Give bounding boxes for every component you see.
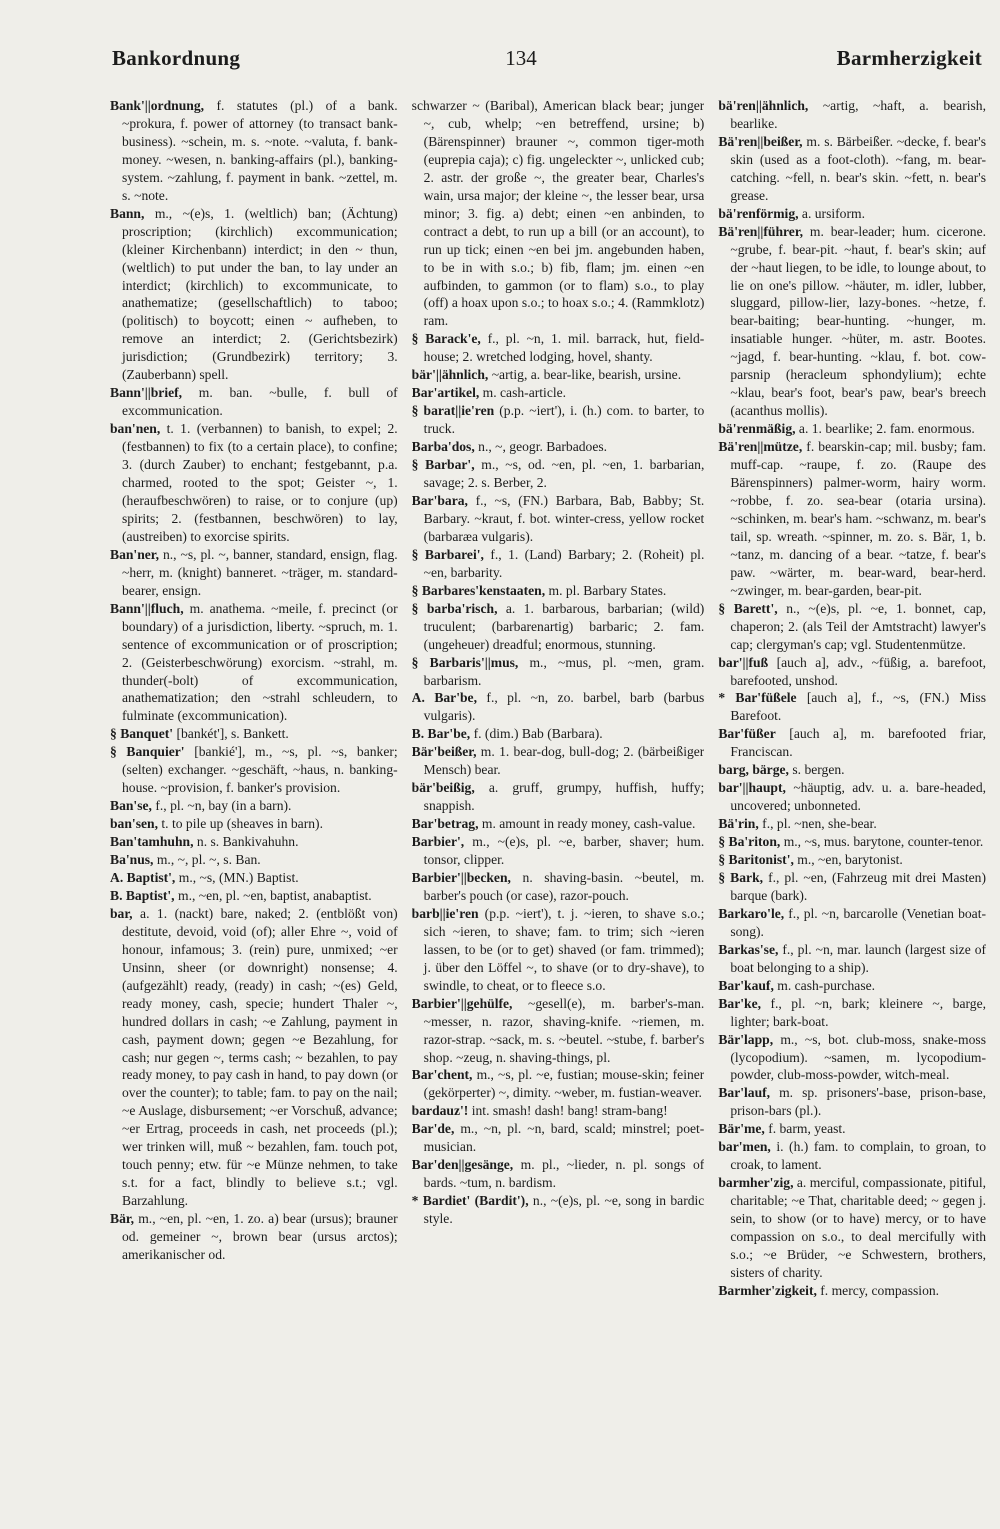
entry-headword: bar'||fuß bbox=[718, 654, 769, 670]
dictionary-entry bbox=[412, 384, 705, 402]
entry-headword: Bä'ren||beißer, bbox=[718, 133, 803, 149]
dictionary-entry bbox=[718, 97, 986, 133]
entry-definition: n. shaving-basin. ~beutel, m. barber's pouch (or case), razor-pouch. bbox=[423, 869, 705, 903]
entry-headword: Bar'füßer bbox=[718, 726, 776, 742]
dictionary-entry bbox=[718, 725, 986, 761]
entry-headword: § barat||ie'ren bbox=[411, 403, 495, 419]
entry-headword: Bä'ren||mütze, bbox=[718, 439, 803, 455]
entry-definition: m. pl., ~lieder, n. pl. songs of bards. ~tum, n. bardism. bbox=[423, 1157, 705, 1191]
column-1 bbox=[110, 97, 398, 1507]
entry-definition: t. 1. (verbannen) to banish, to expel; 2. (festbannen) to fix (to a certain place), to confine; 3. (durch Zauber) to enchant; festgebannt, p.a. charmed, rooted to the spot; Geister ~, 1. (heraufbeschwören) to raise, or to conjure (up) spirits; 2. (festbannen, beschwören) to lay, (austreiben) to exorcise spirits. bbox=[122, 421, 398, 544]
dictionary-entry bbox=[110, 205, 398, 385]
entry-headword: § Banquet' bbox=[110, 726, 174, 742]
dictionary-entry bbox=[412, 600, 705, 654]
entry-headword: Ba'nus, bbox=[110, 852, 154, 868]
header-last-word: Barmherzigkeit bbox=[836, 46, 982, 70]
entry-headword: Barkaro'le, bbox=[718, 905, 785, 921]
dictionary-entry bbox=[412, 869, 705, 905]
page-number: 134 bbox=[505, 46, 537, 70]
entry-definition: f., pl. ~n, bay (in a barn). bbox=[155, 798, 292, 814]
entry-definition: m., ~en, pl. ~en, 1. zo. a) bear (ursus); brauner od. gemeiner ~, brown bear (ursus arctos); amerikanischer od. bbox=[122, 1211, 398, 1262]
dictionary-entry bbox=[718, 815, 986, 833]
entry-headword: A. Bar'be, bbox=[411, 690, 477, 706]
entry-definition: f. bearskin-cap; mil. busby; fam. muff-cap. ~raupe, f. zo. (Raupe des Bärenspinners) palmer-worm, hairy worm. ~robbe, f. zo. sea-bear (otaria ursina). ~schinken, m. bear's ham. ~schwanz, m. bear's tail, sp. wreath. ~spinner, m. zo. s. Bär, 1, b. ~tanz, m. dancing of a bear. ~tatze, f. bear's paw. ~wärter, m. bear-ward, bear-herd. ~zwinger, m. bear-garden, bear-pit. bbox=[730, 439, 987, 598]
entry-definition: (p.p. ~iert'), t. j. ~ieren, to shave s.o.; sich ~ieren, to shave; fam. to trim; sich ~ieren lassen, to be (or to get) shaved (or fam. trimmed); j. über den Löffel ~, to shave (or to dry-shave), to swindle, to cheat, or to fleece s.o. bbox=[423, 905, 705, 993]
dictionary-entry bbox=[718, 941, 986, 977]
entry-definition: m. anathema. ~meile, f. precinct (or boundary) of a jurisdiction, liberty. ~spruch, m. 1. sentence of excommunication or of proscription; 2. (Geisterbeschwörung) exorcism. ~strahl, m. thunder(-bolt) of excommunication, anathematization; den ~strahl schleudern, to fulminate (excommunication). bbox=[122, 600, 398, 724]
entry-headword: Barbier', bbox=[411, 834, 465, 850]
dictionary-entry bbox=[412, 743, 705, 779]
dictionary-entry bbox=[412, 725, 705, 743]
entry-headword: Bar'betrag, bbox=[411, 816, 479, 832]
entry-headword: Bar'artikel, bbox=[411, 385, 480, 401]
entry-headword: Bann'||brief, bbox=[110, 385, 183, 401]
entry-definition: n., ~(e)s, pl. ~e, 1. bonnet, cap, chaperon; 2. (als Teil der Amtstracht) lawyer's cap; clergyman's cap; vgl. Studentenmütze. bbox=[730, 600, 987, 652]
entry-headword: bär'beißig, bbox=[411, 780, 475, 796]
entry-headword: B. Baptist', bbox=[110, 887, 175, 903]
entry-definition: m., ~s, (MN.) Baptist. bbox=[178, 869, 299, 885]
entry-definition: m., ~en, barytonist. bbox=[797, 852, 903, 868]
entry-headword: Ban'tamhuhn, bbox=[110, 834, 194, 850]
entry-definition: int. smash! dash! bang! stram-bang! bbox=[471, 1103, 668, 1119]
entry-headword: § barba'risch, bbox=[411, 600, 498, 616]
entry-definition: m. bear-leader; hum. cicerone. ~grube, f. bear-pit. ~haut, f. bear's skin; auf der ~haut liegen, to be idle, to lounge about, to lie on one's pillow. ~häuter, m. idler, lubber, sluggard, pillow-lier, lazy-bones. ~hetze, f. bear-baiting; bear-hunting. ~hunger, m. insatiable hunger. ~hüter, m. astr. Bootes. ~jagd, f. bear-hunting. ~klau, f. bot. cow-parsnip (heracleum sphondylium); echte ~klau, bear's foot, bear's paw, bear's breech (acanthus mollis). bbox=[730, 223, 987, 419]
entry-headword: barb||ie'ren bbox=[411, 905, 479, 921]
entry-headword: bar, bbox=[110, 905, 133, 921]
header-first-word: Bankordnung bbox=[112, 46, 241, 70]
dictionary-entry bbox=[110, 869, 398, 887]
dictionary-entry bbox=[110, 600, 398, 726]
dictionary-entry bbox=[718, 654, 986, 690]
entry-definition: m., ~(e)s, 1. (weltlich) ban; (Ächtung) proscription; (kirchlich) excommunication; (kleiner Kirchenbann) interdict; in den ~ thun, (weltlich) to put under the ban, to lay under an interdict; (kirchlich) to excommunicate, to anathematize; (gesellschaftlich) to taboo; (politisch) to boycott; einen ~ aufheben, to remove an interdict; 2. (Gerichtsbezirk) jurisdiction; (Grundbezirk) territory; 3. (Zauberbann) spell. bbox=[122, 205, 398, 383]
dictionary-entry bbox=[412, 402, 705, 438]
entry-headword: § Barbares'kenstaaten, bbox=[411, 582, 546, 598]
dictionary-entry bbox=[110, 833, 398, 851]
dictionary-entry bbox=[412, 438, 705, 456]
entry-definition: f. statutes (pl.) of a bank. ~prokura, f. power of attorney (to transact bank-business). ~schein, m. s. ~note. ~valuta, f. bank-money. ~wesen, n. banking-affairs (pl.), banking-system. ~zahlung, f. payment in bank. ~zettel, m. s. ~note. bbox=[122, 98, 398, 203]
entry-definition: m., ~en, pl. ~en, baptist, anabaptist. bbox=[178, 887, 372, 903]
dictionary-entry bbox=[110, 851, 398, 869]
dictionary-entry bbox=[110, 384, 398, 420]
dictionary-entry bbox=[718, 1031, 986, 1085]
dictionary-entry bbox=[412, 456, 705, 492]
entry-headword: B. Bar'be, bbox=[411, 726, 471, 742]
entry-definition: f., pl. ~n, 1. mil. barrack, hut, field-house; 2. wretched lodging, hovel, shanty. bbox=[423, 331, 705, 365]
entry-headword: § Barbar', bbox=[411, 457, 475, 473]
entry-definition: m., ~(e)s, pl. ~e, barber, shaver; hum. tonsor, clipper. bbox=[423, 834, 705, 868]
entry-definition: ~gesell(e), m. barber's-man. ~messer, n. razor, shaving-knife. ~riemen, m. razor-strap. ~sack, m. s. ~beutel. ~stube, f. barber's shop. ~zeug, n. shaving-things, pl. bbox=[423, 995, 705, 1065]
entry-headword: ban'nen, bbox=[110, 421, 161, 437]
dictionary-entry bbox=[412, 833, 705, 869]
entry-definition: f., pl. ~n, zo. barbel, barb (barbus vulgaris). bbox=[423, 690, 705, 724]
dictionary-entry bbox=[110, 743, 398, 797]
entry-definition: m. cash-purchase. bbox=[777, 977, 876, 993]
entry-definition: m. sp. prisoners'-base, prison-base, prison-bars (pl.). bbox=[730, 1085, 987, 1119]
entry-headword: bar'men, bbox=[718, 1139, 771, 1155]
entry-definition: f., 1. (Land) Barbary; 2. (Roheit) pl. ~en, barbarity. bbox=[423, 546, 705, 580]
entry-headword: Bar'den||gesänge, bbox=[411, 1157, 514, 1173]
dictionary-entry bbox=[718, 833, 986, 851]
entry-definition: f. (dim.) Bab (Barbara). bbox=[473, 726, 603, 742]
entry-headword: Bar'kauf, bbox=[718, 977, 774, 993]
dictionary-entry bbox=[110, 797, 398, 815]
entry-headword: Bank'||ordnung, bbox=[110, 98, 205, 113]
dictionary-entry bbox=[412, 905, 705, 995]
entry-headword: Bär, bbox=[110, 1211, 135, 1227]
entry-headword: ban'sen, bbox=[110, 816, 158, 832]
entry-definition: n., ~s, pl. ~, banner, standard, ensign, flag. ~herr, m. (knight) banneret. ~träger, m. standard-bearer, ensign. bbox=[122, 546, 398, 598]
dictionary-entry bbox=[718, 761, 986, 779]
entry-headword: § Bark, bbox=[718, 869, 764, 885]
dictionary-entry bbox=[110, 887, 398, 905]
running-header bbox=[60, 44, 982, 84]
dictionary-entry bbox=[718, 1138, 986, 1174]
entry-definition: f., pl. ~n, barcarolle (Venetian boat-song). bbox=[730, 905, 986, 939]
dictionary-entry bbox=[718, 779, 986, 815]
entry-headword: Bann, bbox=[110, 205, 145, 221]
entry-headword: Bar'lauf, bbox=[718, 1085, 771, 1101]
entry-definition: i. (h.) fam. to complain, to groan, to croak, to lament. bbox=[730, 1139, 987, 1173]
dictionary-entry bbox=[718, 1174, 986, 1282]
dictionary-entry bbox=[718, 205, 986, 223]
entry-headword: bar'||haupt, bbox=[718, 780, 786, 796]
entry-headword: Barkas'se, bbox=[718, 941, 779, 957]
dictionary-entry bbox=[718, 1084, 986, 1120]
entry-definition: f., pl. ~n, mar. launch (largest size of boat belonging to a ship). bbox=[730, 941, 987, 975]
dictionary-entry bbox=[412, 689, 705, 725]
dictionary-entry bbox=[412, 654, 705, 690]
dictionary-entry bbox=[718, 977, 986, 995]
entry-headword: Barbier'||gehülfe, bbox=[411, 995, 513, 1011]
entry-definition: a. 1. barbarous, barbarian; (wild) truculent; (barbarenartig) barbaric; 2. fam. (ungeheuer) dreadful; enormous, stunning. bbox=[423, 600, 705, 652]
entry-headword: § Barack'e, bbox=[411, 331, 481, 347]
entry-headword: § Barbarei', bbox=[411, 546, 484, 562]
dictionary-entry bbox=[412, 815, 705, 833]
entry-definition: a. gruff, grumpy, huffish, huffy; snappish. bbox=[423, 780, 705, 814]
entry-definition: m. cash-article. bbox=[482, 385, 567, 401]
entry-headword: A. Baptist', bbox=[110, 869, 176, 885]
entry-definition: m., ~, pl. ~, s. Ban. bbox=[156, 852, 261, 868]
entry-headword: bä'ren||ähnlich, bbox=[718, 98, 809, 113]
entry-definition: schwarzer ~ (Baribal), American black bear; junger ~, cub, whelp; ~en betreffend, ursine; b) (Bärenspinner) brauner ~, common tiger-moth (euprepia caja); c) fig. ungeleckter ~, unlicked cub; 2. astr. der große ~, the greater bear, Charles's wain, ursa major; der kleine ~, the lesser bear, ursa minor; 3. fig. a) debt; einen ~en anbinden, to contract a debt, to run up a bill (or an account), to run up tick; einen ~en bei jm. angebunden haben, to be in with s.o.; b) fib, flam; jm. einen ~en aufbinden, to gammon (or to flam) s.o., to play (off) a hoax upon s.o.; to hoax s.o.; 4. (Rammklotz) ram. bbox=[411, 98, 705, 329]
dictionary-entry bbox=[110, 1210, 398, 1264]
dictionary-entry bbox=[412, 1102, 705, 1120]
dictionary-entry bbox=[110, 546, 398, 600]
entry-headword: Ban'se, bbox=[110, 798, 152, 814]
dictionary-entry bbox=[110, 905, 398, 1210]
dictionary-entry bbox=[718, 869, 986, 905]
dictionary-entry bbox=[718, 438, 986, 600]
entry-definition: n., ~, geogr. Barbadoes. bbox=[478, 439, 608, 455]
entry-headword: Ban'ner, bbox=[110, 546, 159, 562]
dictionary-entry bbox=[412, 1156, 705, 1192]
entry-headword: bardauz'! bbox=[411, 1103, 469, 1119]
entry-definition: f., pl. ~n, bark; kleinere ~, barge, lighter; bark-boat. bbox=[730, 995, 987, 1029]
entry-definition: m., ~s, od. ~en, pl. ~en, 1. barbarian, savage; 2. s. Berber, 2. bbox=[423, 457, 705, 491]
dictionary-entry bbox=[412, 1066, 705, 1102]
entry-definition: m. 1. bear-dog, bull-dog; 2. (bärbeißiger Mensch) bear. bbox=[423, 744, 705, 778]
entry-headword: Bär'me, bbox=[718, 1121, 765, 1137]
dictionary-entry bbox=[718, 905, 986, 941]
entry-definition: s. bergen. bbox=[792, 762, 845, 778]
dictionary-entry bbox=[718, 133, 986, 205]
entry-definition: t. to pile up (sheaves in barn). bbox=[161, 816, 323, 832]
dictionary-entry bbox=[412, 582, 705, 600]
dictionary-entry bbox=[718, 689, 986, 725]
entry-definition: m. amount in ready money, cash-value. bbox=[481, 816, 696, 832]
entry-headword: § Barett', bbox=[718, 600, 778, 616]
dictionary-entry bbox=[718, 600, 986, 654]
column-3 bbox=[718, 97, 986, 1507]
entry-definition: m. ban. ~bulle, f. bull of excommunication. bbox=[122, 385, 398, 419]
entry-definition: n. s. Bankivahuhn. bbox=[196, 834, 299, 850]
entry-headword: Bar'chent, bbox=[411, 1067, 473, 1083]
entry-definition: ~häuptig, adv. u. a. bare-headed, uncovered; unbonneted. bbox=[730, 780, 987, 814]
entry-headword: Bär'lapp, bbox=[718, 1031, 774, 1047]
entry-definition: [bankét'], s. Bankett. bbox=[176, 726, 289, 742]
entry-headword: § Ba'riton, bbox=[718, 834, 781, 850]
entry-headword: § Banquier' bbox=[110, 744, 185, 760]
entry-definition: [bankié'], m., ~s, pl. ~s, banker; (selten) exchanger. ~geschäft, ~haus, n. banking-house. ~provision, f. banker's provision. bbox=[122, 744, 398, 796]
entry-definition: [auch a], f., ~s, (FN.) Miss Barefoot. bbox=[730, 690, 987, 724]
entry-headword: Bä'rin, bbox=[718, 816, 759, 832]
entry-headword: Bar'bara, bbox=[411, 492, 468, 508]
dictionary-entry bbox=[718, 223, 986, 420]
entry-definition: a. ursiform. bbox=[801, 205, 865, 221]
entry-definition: f., ~s, (FN.) Barbara, Bab, Babby; St. Barbary. ~kraut, f. bot. winter-cress, yellow rocket (barbaræa vulgaris). bbox=[423, 492, 705, 544]
dictionary-entry bbox=[412, 330, 705, 366]
entry-headword: Bann'||fluch, bbox=[110, 600, 184, 616]
dictionary-entry bbox=[412, 97, 705, 330]
entry-definition: m., ~s, pl. ~e, fustian; mouse-skin; feiner (gekörperter) ~, dimity. ~weber, m. fustian-weaver. bbox=[423, 1067, 705, 1101]
text-columns bbox=[110, 97, 986, 1507]
dictionary-entry bbox=[718, 1282, 986, 1300]
entry-headword: barmher'zig, bbox=[718, 1175, 794, 1191]
entry-definition: f., pl. ~en, (Fahrzeug mit drei Masten) barque (bark). bbox=[730, 869, 987, 903]
dictionary-entry bbox=[412, 492, 705, 546]
entry-definition: a. 1. (nackt) bare, naked; 2. (entblößt von) destitute, devoid, void (of); aller Ehre ~, void of honour, infamous; 3. (rein) pure, unmixed; ~er Unsinn, sheer (or downright) nonsense; 4. (aufgezählt) ready, (ready) in cash; ~(es) Geld, ready money, cash, specie; hundert Thaler ~, hundred dollars in cash; ~e Zahlung, payment in cash, payment down; gegen ~e Bezahlung, for cash; nur gegen ~, terms cash; ~ bezahlen, to pay ready money, to pay cash in hand, to pay down (or over the counter); to table; fam. to pay on the nail; ~e Auslage, disbursement; ~er Vorschuß, advance; ~er Ertrag, proceeds in cash, net proceeds (pl.); wer trinken will, muß ~ bezahlen, fam. touch pot, touch penny; etw. für ~e Münze nehmen, to take s.t. for a fact, blindly to believe s.t.; vgl. Barzahlung. bbox=[122, 905, 398, 1209]
dictionary-entry bbox=[412, 1120, 705, 1156]
entry-definition: m. pl. Barbary States. bbox=[548, 582, 667, 598]
column-2 bbox=[412, 97, 705, 1507]
dictionary-entry bbox=[110, 815, 398, 833]
dictionary-entry bbox=[412, 366, 705, 384]
entry-headword: bä'renmäßig, bbox=[718, 421, 796, 437]
entry-headword: * Bar'füßele bbox=[718, 690, 797, 706]
entry-definition: n., ~(e)s, pl. ~e, song in bardic style. bbox=[423, 1193, 705, 1227]
dictionary-entry bbox=[718, 851, 986, 869]
dictionary-entry bbox=[412, 779, 705, 815]
entry-definition: m., ~n, pl. ~n, bard, scald; minstrel; poet-musician. bbox=[423, 1121, 705, 1155]
dictionary-entry bbox=[718, 995, 986, 1031]
entry-headword: Bär'beißer, bbox=[411, 744, 477, 760]
entry-definition: [auch a], m. barefooted friar, Franciscan. bbox=[730, 726, 987, 760]
dictionary-entry bbox=[110, 725, 398, 743]
entry-definition: [auch a], adv., ~füßig, a. barefoot, barefooted, unshod. bbox=[730, 654, 987, 688]
entry-definition: a. merciful, compassionate, pitiful, charitable; ~e That, charitable deed; ~ gegen j. sein, to show (or to have) mercy, or to have compassion on s.o., to deal mercifully with s.o.; ~e Brüder, ~e Schwestern, brothers, sisters of charity. bbox=[730, 1175, 987, 1280]
entry-definition: ~artig, ~haft, a. bearish, bearlike. bbox=[730, 98, 986, 131]
entry-headword: Barbier'||becken, bbox=[411, 869, 511, 885]
entry-headword: Bar'de, bbox=[411, 1121, 455, 1137]
entry-definition: f., pl. ~nen, she-bear. bbox=[762, 816, 877, 832]
entry-headword: Barba'dos, bbox=[411, 439, 475, 455]
entry-definition: m., ~mus, pl. ~men, gram. barbarism. bbox=[423, 654, 705, 688]
entry-headword: barg, bärge, bbox=[718, 762, 789, 778]
dictionary-entry bbox=[412, 546, 705, 582]
entry-definition: f. barm, yeast. bbox=[768, 1121, 846, 1137]
entry-headword: Bä'ren||führer, bbox=[718, 223, 804, 239]
dictionary-entry bbox=[412, 1192, 705, 1228]
entry-headword: bär'||ähnlich, bbox=[411, 367, 489, 383]
entry-headword: * Bardiet' (Bardit'), bbox=[411, 1193, 529, 1209]
entry-definition: ~artig, a. bear-like, bearish, ursine. bbox=[491, 367, 682, 383]
dictionary-entry bbox=[110, 97, 398, 205]
entry-definition: m., ~s, bot. club-moss, snake-moss (lycopodium). ~samen, m. lycopodium-powder, club-moss-powder, witch-meal. bbox=[730, 1031, 987, 1083]
entry-definition: m. s. Bärbeißer. ~decke, f. bear's skin (used as a foot-cloth). ~fang, m. bear-catching. ~fell, n. bear's skin. ~fett, n. bear's grease. bbox=[730, 133, 987, 203]
entry-definition: m., ~s, mus. barytone, counter-tenor. bbox=[783, 834, 984, 850]
entry-definition: (p.p. ~iert'), i. (h.) com. to barter, to truck. bbox=[423, 403, 705, 437]
entry-headword: Barmher'zigkeit, bbox=[718, 1282, 817, 1298]
entry-headword: § Baritonist', bbox=[718, 852, 794, 868]
entry-headword: bä'renförmig, bbox=[718, 205, 799, 221]
dictionary-entry bbox=[110, 420, 398, 546]
entry-definition: a. 1. bearlike; 2. fam. enormous. bbox=[798, 421, 975, 437]
entry-headword: § Barbaris'||mus, bbox=[411, 654, 519, 670]
dictionary-entry bbox=[412, 995, 705, 1067]
entry-definition: f. mercy, compassion. bbox=[820, 1282, 940, 1298]
dictionary-entry bbox=[718, 1120, 986, 1138]
entry-headword: Bar'ke, bbox=[718, 995, 762, 1011]
dictionary-entry bbox=[718, 420, 986, 438]
